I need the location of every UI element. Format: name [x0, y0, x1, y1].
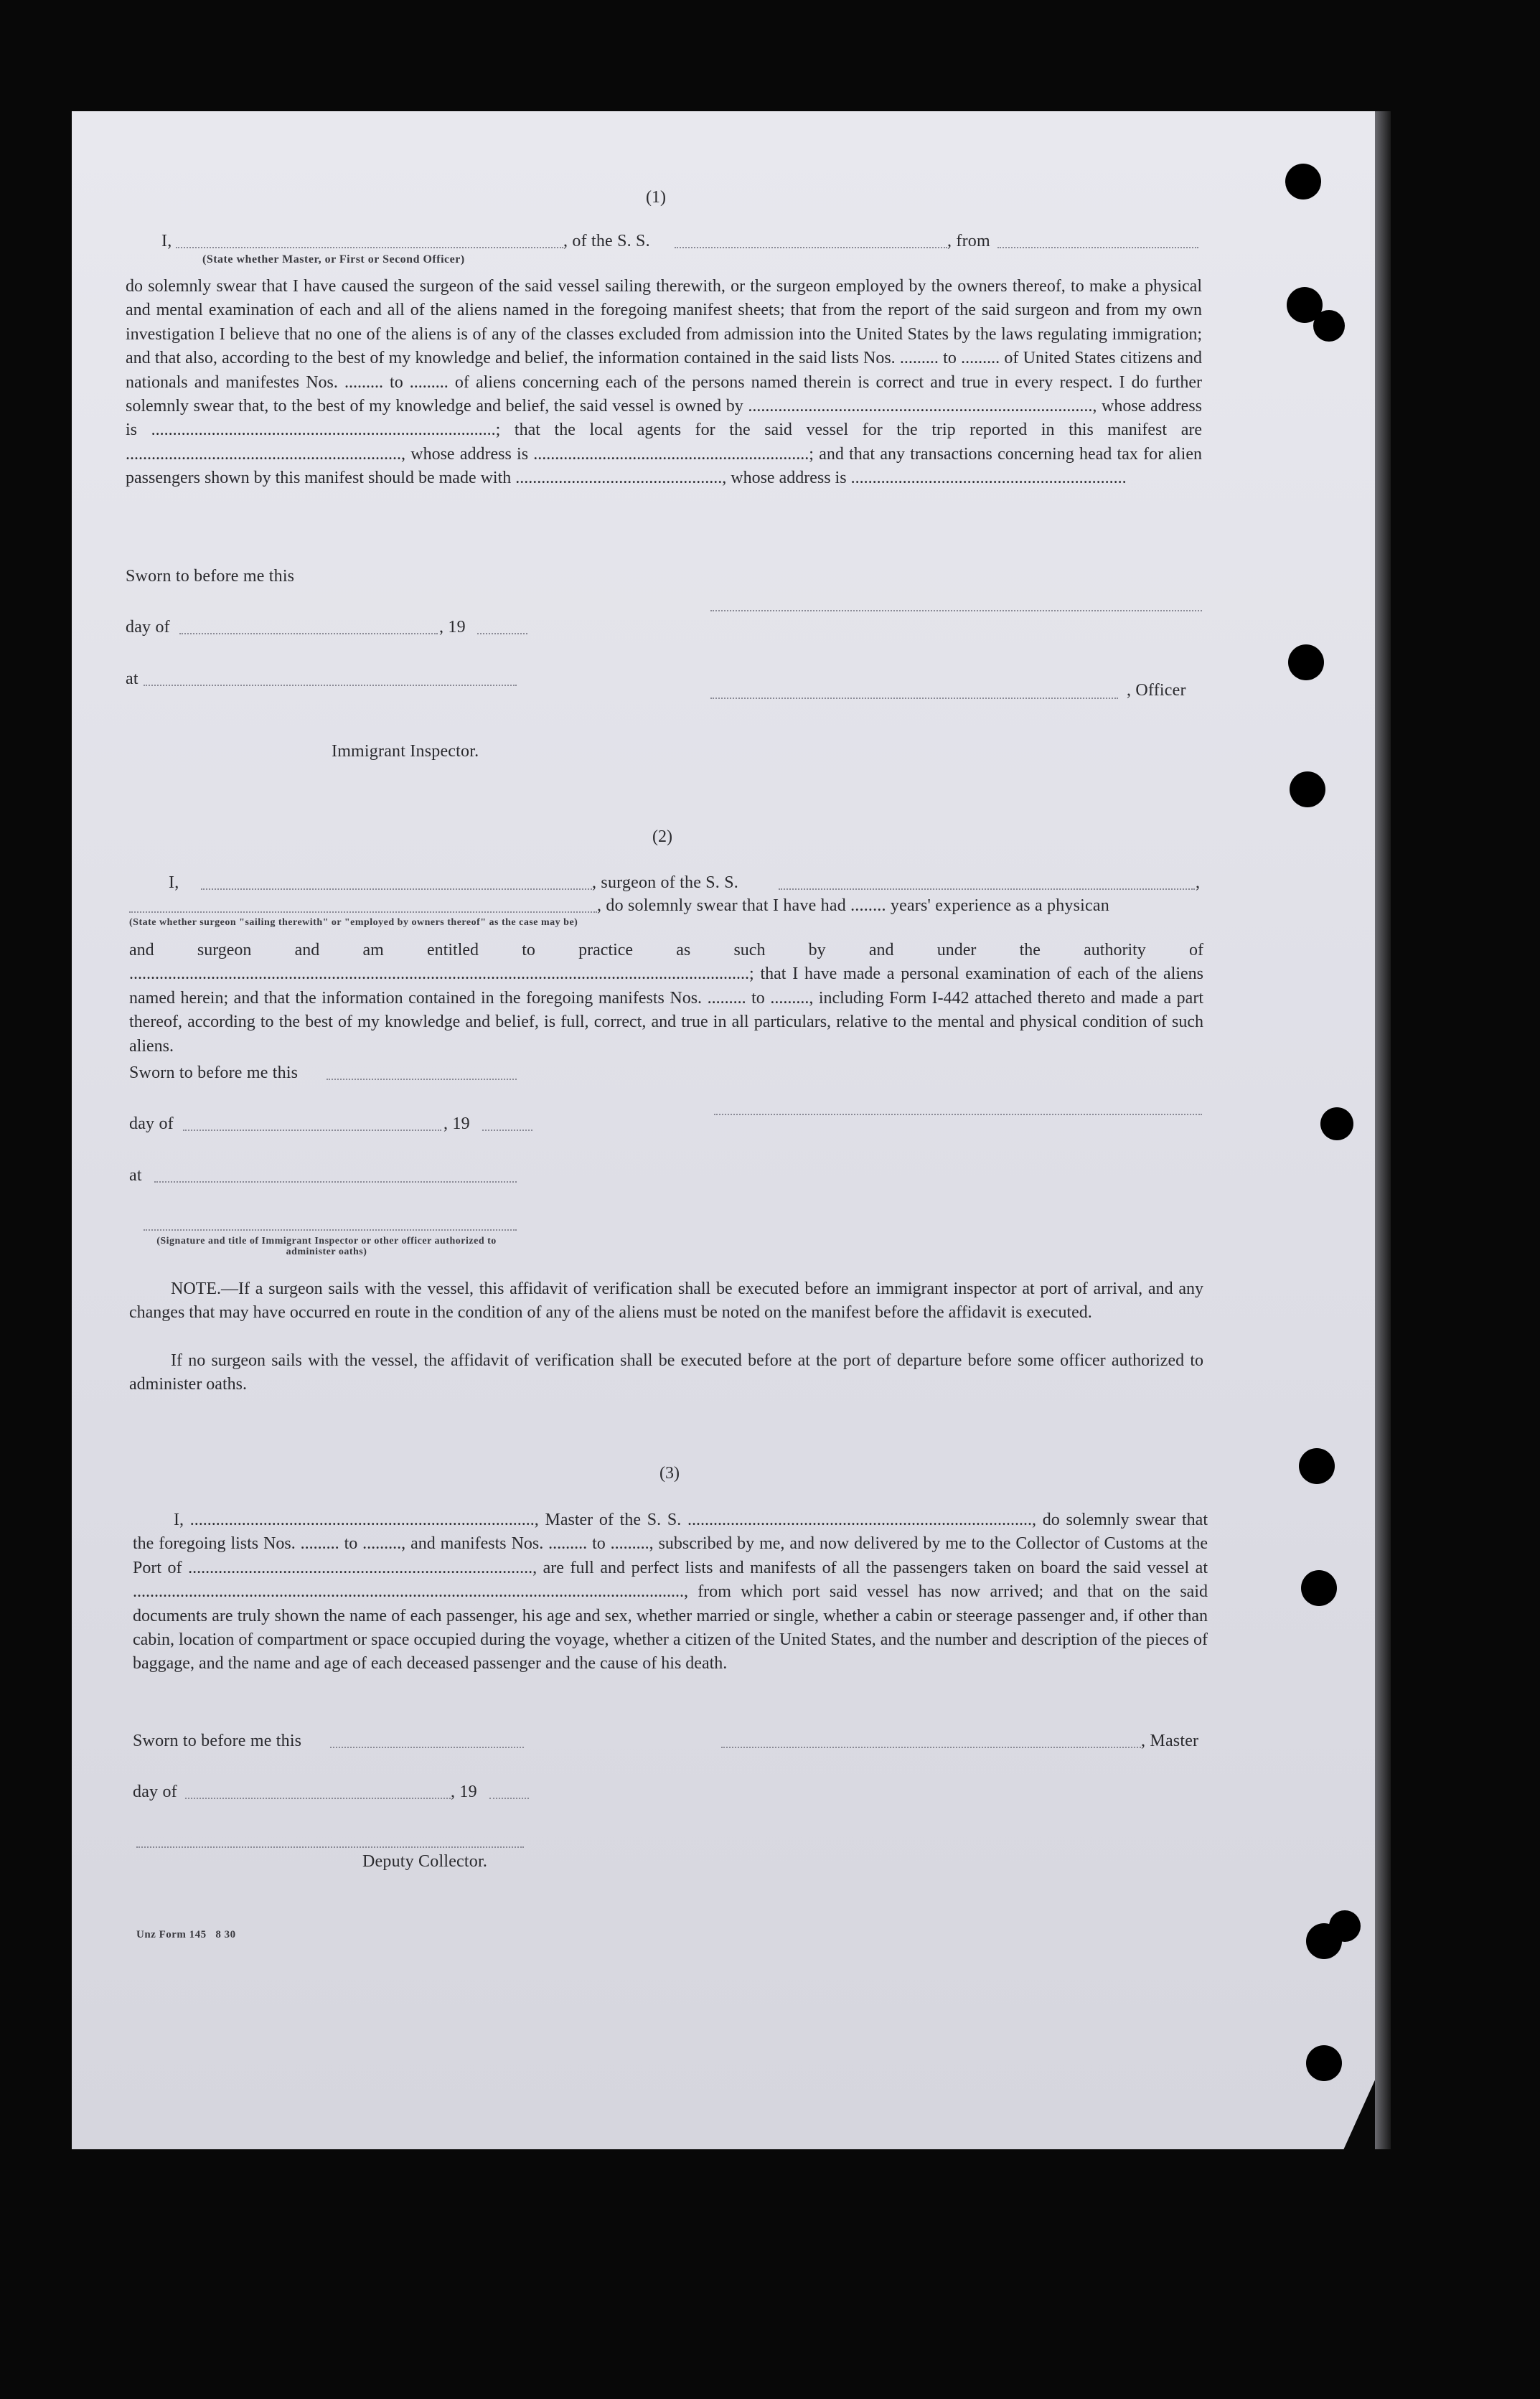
section-1-of-ss: , of the S. S. — [563, 232, 650, 250]
fill-line — [144, 685, 517, 686]
fill-line — [477, 633, 527, 634]
fill-line — [710, 610, 1202, 611]
section-1-day-of: day of — [126, 618, 170, 637]
section-1-body: do solemnly swear that I have caused the surgeon of the said vessel sailing therewith, or the surgeon employed by the owners thereof, to make a physical and mental examination of each and all of the aliens named in the foregoing manifest sheets; that from the report of the said surgeon and from my own investigation I believe that no one of the aliens is of any of the classes excluded from admission into the United States by the laws regulating immigration; and that also, according to the best of my knowledge and belief, the information contained in the said lists Nos. ......... to ......... of United States citizens and nationals and manifestes Nos. ......... to ......... of aliens concerning each of the persons named therein is correct and true in every respect. I do further solemnly swear that, to the best of my knowledge and belief, the said vessel is owned by ................................................................................, whose address is ................................................................................; that the local agents for the said vessel for the trip reported in this manifest are ................................................................, whose address is ................................................................; and that any transactions concerning head tax for alien passengers shown by this manifest should be made with ................................................, whose address is ................................................................ — [126, 277, 1202, 488]
fill-line — [997, 247, 1198, 248]
section-1-at: at — [126, 670, 138, 688]
fill-line — [201, 888, 592, 890]
section-1-from: , from — [947, 232, 990, 250]
section-1-inspector: Immigrant Inspector. — [332, 742, 479, 761]
section-3-nineteen: , 19 — [451, 1783, 477, 1801]
fill-line — [482, 1130, 532, 1131]
section-3-day-of: day of — [133, 1783, 177, 1801]
page-edge-shadow — [1375, 111, 1391, 2149]
section-2-signature-caption: (Signature and title of Immigrant Inspector or other officer authorized to administer oaths) — [156, 1236, 497, 1257]
fill-line — [136, 1846, 524, 1848]
section-1-officer: , Officer — [1127, 681, 1186, 700]
binder-hole — [1299, 1448, 1335, 1484]
binder-hole — [1288, 644, 1324, 680]
fill-line — [489, 1798, 529, 1799]
section-2-note-2: If no surgeon sails with the vessel, the affidavit of verification shall be executed before at the port of departure before some officer authorized to administer oaths. — [129, 1351, 1203, 1394]
binder-hole — [1329, 1910, 1361, 1942]
section-2-sworn: Sworn to before me this — [129, 1064, 299, 1082]
fill-line — [330, 1747, 524, 1748]
section-2-surgeon-of-ss: , surgeon of the S. S. — [592, 873, 738, 892]
fill-line — [185, 1798, 451, 1799]
fill-line — [176, 247, 563, 248]
fill-line — [183, 1130, 441, 1131]
section-2-comma: , — [1196, 873, 1201, 892]
section-3-sworn: Sworn to before me this — [133, 1732, 302, 1750]
fill-line — [779, 888, 1195, 890]
binder-hole — [1285, 164, 1321, 199]
section-1-nineteen: , 19 — [439, 618, 466, 637]
section-1-sworn: Sworn to before me this — [126, 567, 295, 586]
binder-hole — [1320, 1107, 1353, 1140]
section-1-caption: (State whether Master, or First or Second Officer) — [202, 253, 465, 266]
fill-line — [179, 633, 438, 634]
binder-hole — [1290, 771, 1325, 807]
section-3-master: , Master — [1141, 1732, 1199, 1750]
fill-line — [721, 1747, 1141, 1748]
section-3-body: I, ................................................................................, Master of the S. S. ................................................................................, do solemnly swear that the foregoing lists Nos. ......... to ........., and manifests Nos. ......... to ........., subscribed by me, and now delivered by me to the Collector of Customs at the Port of ................................................................................, are full and perfect lists and manifests of all the passengers taken on board the said vessel at ................................................................................................................................, from which port said vessel has now arrived; and that on the said documents are truly shown the name of each passenger, his age and sex, whether married or single, whether a cabin or steerage passenger and, if other than cabin, location of compartment or space occupied during the voyage, whether a citizen of the United States, and the number and description of the pieces of baggage, and the name and age of each deceased passenger and the cause of his death. — [133, 1511, 1208, 1673]
section-3-heading: (3) — [659, 1464, 680, 1483]
section-2-at: at — [129, 1166, 142, 1185]
section-2-note-1: NOTE.—If a surgeon sails with the vessel, this affidavit of verification shall be executed before an immigrant inspector at port of arrival, and any changes that may have occurred en route in the condition of any of the aliens must be noted on the manifest before the affidavit is executed. — [129, 1280, 1203, 1323]
section-1-heading: (1) — [646, 188, 666, 207]
fill-line — [129, 911, 597, 913]
fill-line — [675, 247, 947, 248]
form-number: Unz Form 145 8 30 — [136, 1929, 236, 1940]
section-2-body: and surgeon and am entitled to practice as such by and under the authority of ................................................................................................................................................; that I have made a personal examination of each of the aliens named herein; and that the information contained in the foregoing manifests Nos. ......... to ........., including Form I-442 attached thereto and made a part thereof, according to the best of my knowledge and belief, is full, correct, and true in all particulars, relative to the mental and physical condition of such aliens. — [129, 941, 1203, 1056]
binder-hole — [1313, 310, 1345, 342]
section-3-collector: Deputy Collector. — [362, 1852, 488, 1871]
fill-line — [154, 1181, 517, 1183]
section-2-line2: , do solemnly swear that I have had ........ years' experience as a physican — [597, 896, 1109, 915]
section-2-i: I, — [169, 873, 179, 892]
binder-hole — [1306, 2045, 1342, 2081]
section-2-heading: (2) — [652, 827, 672, 846]
section-2-nineteen: , 19 — [443, 1114, 470, 1133]
section-2-day-of: day of — [129, 1114, 174, 1133]
fill-line — [710, 698, 1118, 699]
fill-line — [714, 1114, 1202, 1115]
section-1-i: I, — [161, 232, 172, 250]
binder-hole — [1301, 1570, 1337, 1606]
fill-line — [144, 1229, 517, 1231]
fill-line — [327, 1079, 517, 1080]
section-2-caption: (State whether surgeon "sailing therewith" or "employed by owners thereof" as the case may be) — [129, 917, 578, 928]
